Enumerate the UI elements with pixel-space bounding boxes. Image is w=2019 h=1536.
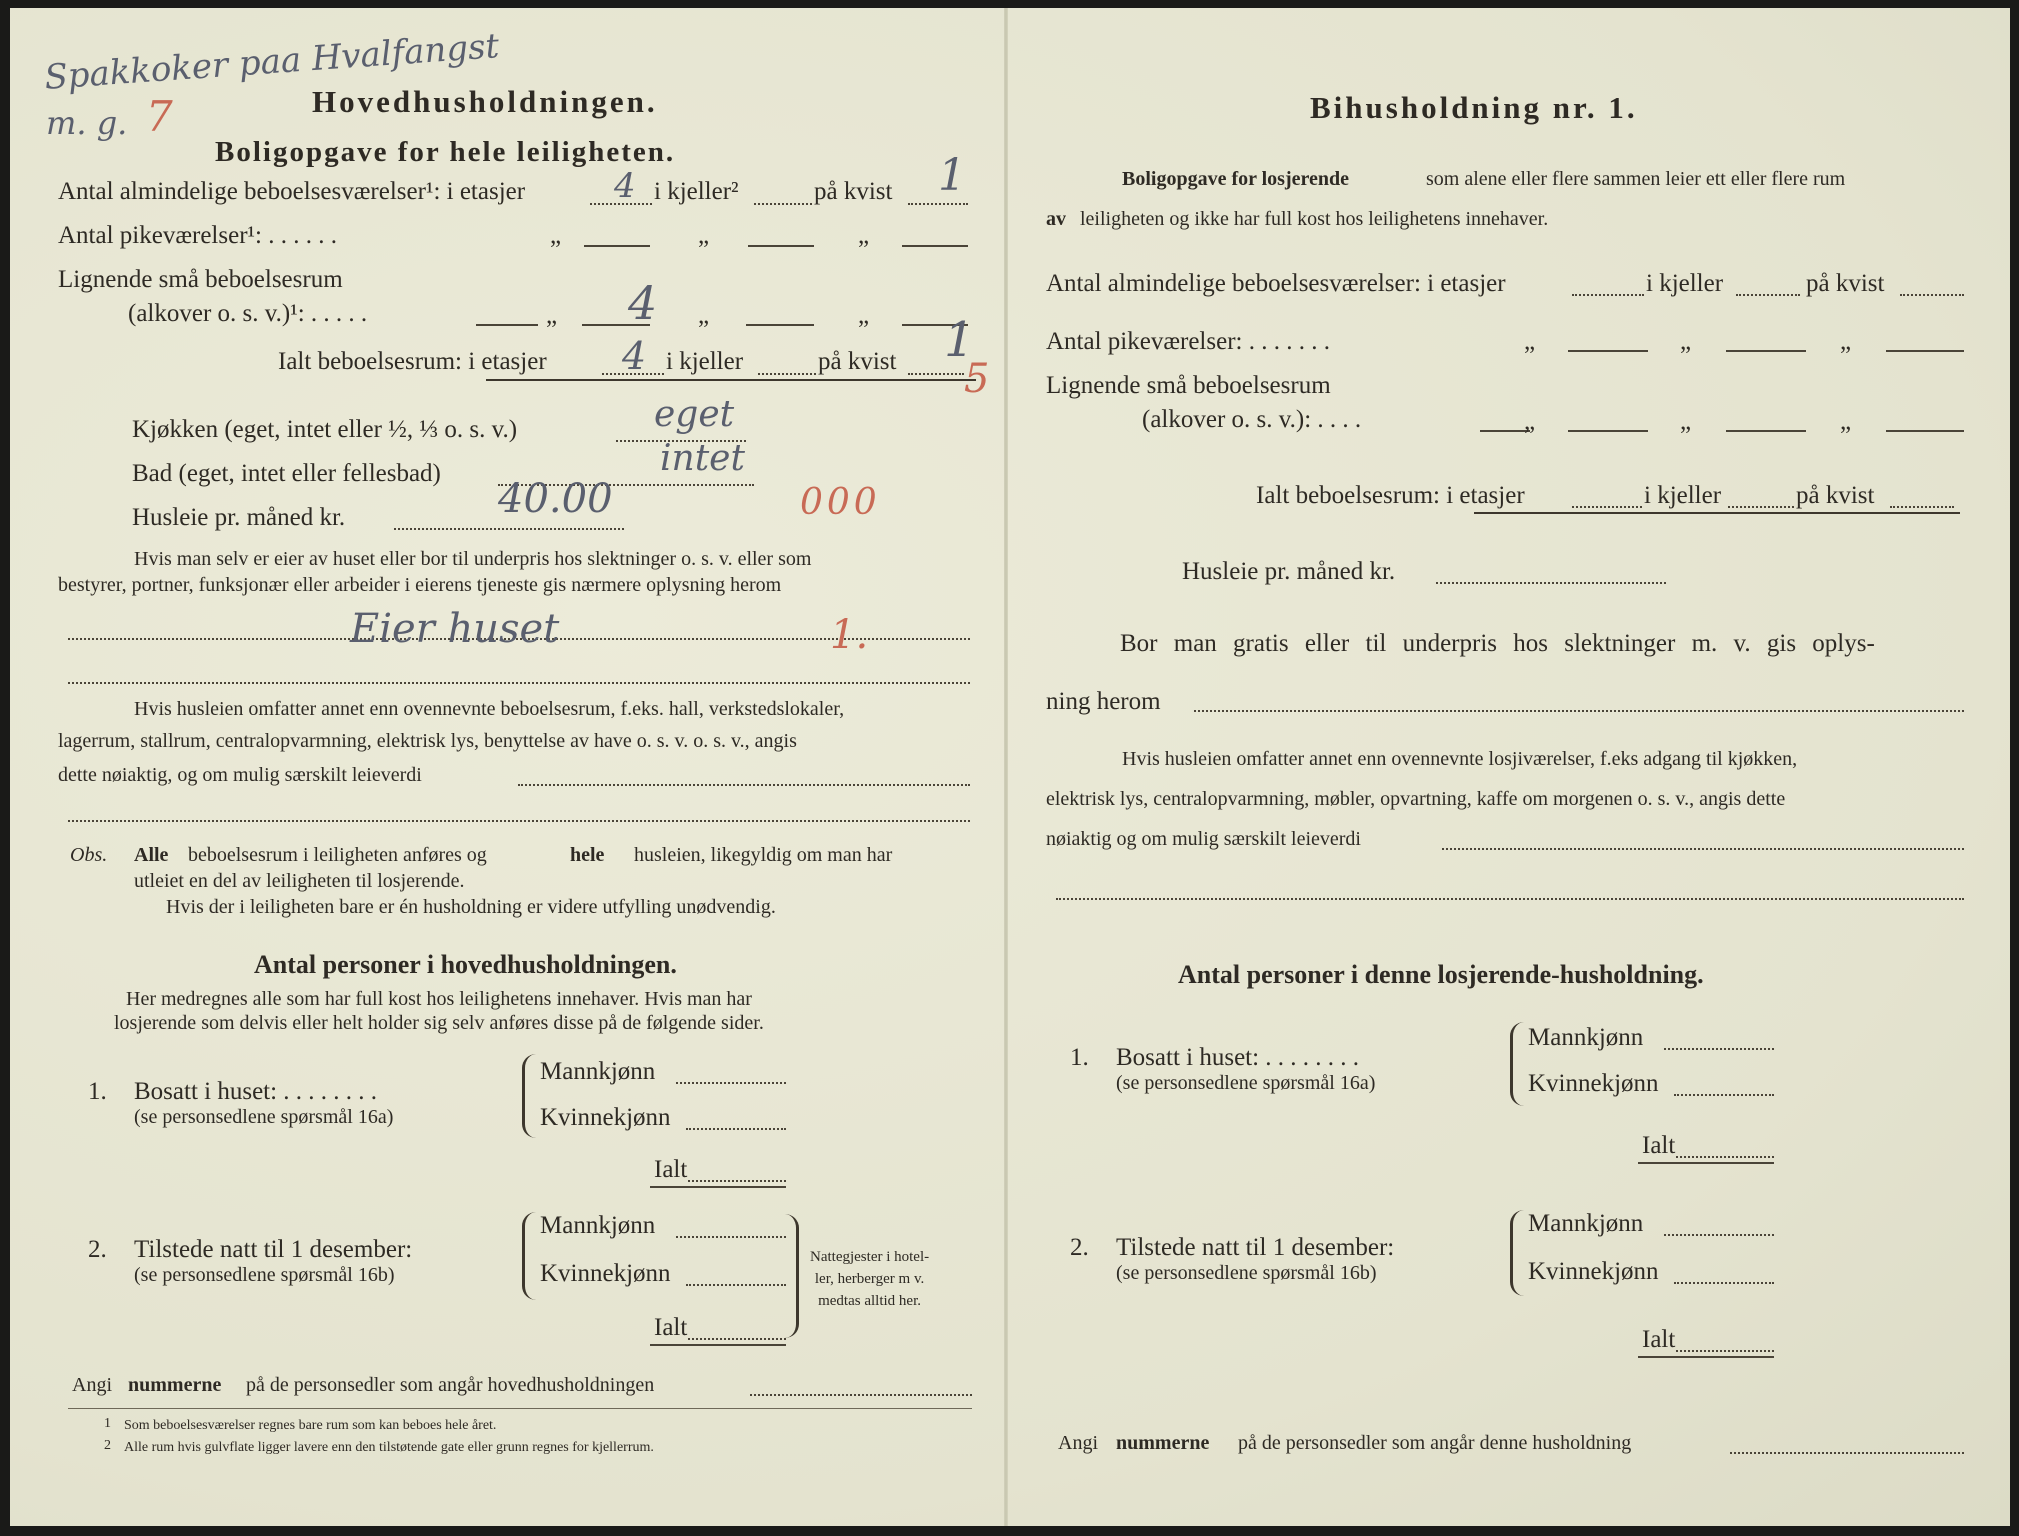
page-fold (1004, 8, 1008, 1526)
left-eier-1: Hvis man selv er eier av huset eller bor til underpris hos slektninger o. s. v. eller som (134, 548, 812, 570)
left-pike-label: Antal pikeværelser¹: . . . . . . (58, 222, 337, 249)
census-form-sheet (10, 8, 2010, 1526)
left-q1-mann: Mannkjønn (540, 1058, 656, 1085)
left-husleie-field[interactable] (394, 528, 624, 530)
right-persons-title: Antal personer i denne losjerende-husholdning. (1178, 960, 1704, 989)
handwritten-red-number: 7 (146, 92, 173, 141)
right-q1-ref: (se personsedlene spørsmål 16a) (1116, 1072, 1376, 1094)
left-lign-field-a[interactable] (476, 324, 538, 326)
ditto-mark: „ (1524, 328, 1536, 355)
right-lignende-2: (alkover o. s. v.): . . . . (1142, 406, 1362, 433)
left-ialt-kjeller-field[interactable] (758, 373, 816, 375)
natt-note (810, 1246, 929, 1312)
right-ialt-label: Ialt beboelsesrum: i etasjer (1256, 482, 1525, 509)
left-ialt-kvist: på kvist (818, 348, 897, 375)
left-ialt-kjeller: i kjeller (666, 348, 744, 375)
right-rooms-kjeller-field[interactable] (1736, 294, 1800, 296)
right-q2-num: 2. (1070, 1234, 1089, 1261)
left-angi-c: på de personsedler som angår hovedhusholdningen (246, 1374, 655, 1396)
left-omfatter-3: dette nøiaktig, og om mulig særskilt leieverdi (58, 764, 422, 786)
right-q1-label: Bosatt i huset: . . . . . . . . (1116, 1044, 1360, 1071)
left-rooms-kvist: på kvist (814, 178, 893, 205)
left-kjokken-label: Kjøkken (eget, intet eller ½, ⅓ o. s. v.) (132, 416, 518, 443)
right-angi-c: på de personsedler som angår denne husholdning (1238, 1432, 1632, 1454)
right-q1-ialt: Ialt (1642, 1132, 1676, 1159)
left-eier-field-2[interactable] (68, 682, 970, 684)
right-q2-ref: (se personsedlene spørsmål 16b) (1116, 1262, 1377, 1284)
left-q2-right-brace (782, 1214, 799, 1338)
right-q2-label: Tilstede natt til 1 desember: (1116, 1234, 1395, 1261)
obs-hele: hele (570, 844, 605, 866)
obs-text-1: beboelsesrum i leiligheten anføres og (188, 844, 487, 866)
left-q1-kvinne: Kvinnekjønn (540, 1104, 671, 1131)
left-q1-label: Bosatt i huset: . . . . . . . . (134, 1078, 378, 1105)
left-ialt-label: Ialt beboelsesrum: i etasjer (278, 348, 547, 375)
handwritten-kjokken: eget (654, 394, 735, 435)
obs-text-4: Hvis der i leiligheten bare er én husholdning er videre utfylling unødvendig. (166, 896, 776, 918)
right-q1-mann: Mannkjønn (1528, 1024, 1644, 1051)
left-q2-ialt: Ialt (654, 1314, 688, 1341)
handwritten-lign: 4 (628, 276, 658, 330)
left-omfatter-field-2[interactable] (68, 820, 970, 822)
left-pike-etasjer-field[interactable] (584, 245, 650, 247)
fn2-num: 2 (104, 1438, 111, 1453)
handwritten-etasjer: 4 (614, 166, 636, 206)
left-q2-kvinne-field[interactable] (686, 1284, 786, 1286)
left-q2-ialt-field[interactable] (688, 1338, 786, 1340)
left-q1-brace (522, 1054, 537, 1138)
left-q2-brace (522, 1212, 537, 1300)
right-q1-ialt-underline (1638, 1162, 1774, 1164)
natt-note-2: ler, herberger m v. (814, 1271, 925, 1287)
right-gratis-field[interactable] (1194, 710, 1964, 712)
left-q1-mann-field[interactable] (676, 1082, 786, 1084)
left-q1-ialt: Ialt (654, 1156, 688, 1183)
right-q2-kvinne-field[interactable] (1674, 1282, 1774, 1284)
handwritten-kvist: 1 (938, 150, 966, 201)
right-rooms-kvist: på kvist (1806, 270, 1885, 297)
right-omfatter-1: Hvis husleien omfatter annet enn ovennevnte losjiværelser, f.eks adgang til kjøkken, (1122, 748, 1798, 770)
handwritten-eier: Eier huset (350, 606, 560, 652)
left-omfatter-1: Hvis husleien omfatter annet enn ovennevnte beboelsesrum, f.eks. hall, verkstedslokaler, (134, 698, 845, 720)
right-q2-mann-field[interactable] (1664, 1234, 1774, 1236)
left-persons-title: Antal personer i hovedhusholdningen. (254, 950, 677, 979)
ditto-mark: „ (858, 302, 870, 329)
right-angi-a: Angi (1058, 1432, 1098, 1454)
right-rooms-kvist-field[interactable] (1900, 294, 1964, 296)
left-angi-a: Angi (72, 1374, 112, 1396)
right-q1-kvinne-field[interactable] (1674, 1094, 1774, 1096)
left-q1-ref: (se personsedlene spørsmål 16a) (134, 1106, 394, 1128)
right-rooms-label: Antal almindelige beboelsesværelser: i etasjer (1046, 270, 1506, 297)
left-lignende-2: (alkover o. s. v.)¹: . . . . . (128, 300, 368, 327)
natt-note-1: Nattegjester i hotel- (810, 1249, 930, 1265)
left-rooms-kjeller: i kjeller² (654, 178, 739, 205)
left-q1-ialt-field[interactable] (688, 1180, 786, 1182)
right-ialt-etasjer-field[interactable] (1572, 506, 1642, 508)
right-intro-c: av (1046, 208, 1066, 230)
handwritten-red-husleie: 000 (800, 482, 881, 523)
left-omfatter-2: lagerrum, stallrum, centralopvarmning, elektrisk lys, benyttelse av have o. s. v. o. s. v., angis (58, 730, 797, 752)
right-q2-kvinne: Kvinnekjønn (1528, 1258, 1659, 1285)
left-q1-ialt-underline (650, 1186, 786, 1188)
right-omfatter-field[interactable] (1442, 848, 1964, 850)
left-q2-mann-field[interactable] (676, 1236, 786, 1238)
ditto-mark: „ (858, 222, 870, 249)
ditto-mark: „ (1840, 328, 1852, 355)
left-q1-num: 1. (88, 1078, 107, 1105)
ditto-mark: „ (1524, 408, 1536, 435)
right-q2-mann: Mannkjønn (1528, 1210, 1644, 1237)
ditto-mark: „ (698, 222, 710, 249)
right-ialt-underline (1474, 512, 1960, 514)
left-lign-kjeller-field[interactable] (746, 324, 814, 326)
right-lign-etasjer-field[interactable] (1568, 430, 1648, 432)
right-q1-mann-field[interactable] (1664, 1048, 1774, 1050)
right-q1-kvinne: Kvinnekjønn (1528, 1070, 1659, 1097)
handwritten-occupation: Spakkoker paa Hvalfangst (43, 26, 501, 98)
left-angi-field[interactable] (750, 1394, 972, 1396)
right-husleie-label: Husleie pr. måned kr. (1182, 558, 1396, 585)
obs-text-3: utleiet en del av leiligheten til losjerende. (134, 870, 465, 892)
right-gratis-1: Bor man gratis eller til underpris hos slektninger m. v. gis oplys- (1120, 630, 1875, 657)
right-ialt-kvist: på kvist (1796, 482, 1875, 509)
handwritten-mg: m. g. (46, 104, 128, 142)
right-pike-kjeller-field[interactable] (1726, 350, 1806, 352)
ditto-mark: „ (550, 222, 562, 249)
left-lignende-1: Lignende små beboelsesrum (58, 266, 343, 293)
left-subtitle: Boligopgave for hele leiligheten. (215, 136, 676, 168)
left-q2-kvinne: Kvinnekjønn (540, 1260, 671, 1287)
left-angi-b: nummerne (128, 1374, 222, 1396)
right-q2-brace (1510, 1210, 1525, 1296)
right-gratis-2: ning herom (1046, 688, 1161, 715)
ditto-mark: „ (1680, 328, 1692, 355)
ditto-mark: „ (1680, 408, 1692, 435)
ditto-mark: „ (698, 302, 710, 329)
right-angi-b: nummerne (1116, 1432, 1210, 1454)
left-pike-kjeller-field[interactable] (748, 245, 814, 247)
left-q2-ref: (se personsedlene spørsmål 16b) (134, 1264, 395, 1286)
ditto-mark: „ (546, 302, 558, 329)
left-husleie-label: Husleie pr. måned kr. (132, 504, 346, 531)
right-omfatter-3: nøiaktig og om mulig særskilt leieverdi (1046, 828, 1361, 850)
right-ialt-kjeller-field[interactable] (1728, 506, 1794, 508)
handwritten-ialt-kvist: 1 (944, 312, 975, 368)
left-q2-num: 2. (88, 1236, 107, 1263)
fn1-num: 1 (104, 1416, 111, 1431)
right-angi-field[interactable] (1730, 1452, 1964, 1454)
footnote-divider (68, 1408, 972, 1409)
right-lign-field-a[interactable] (1480, 430, 1530, 432)
left-rooms-kjeller-field[interactable] (754, 203, 812, 205)
right-title: Bihusholdning nr. 1. (1310, 90, 1638, 125)
right-lignende-1: Lignende små beboelsesrum (1046, 372, 1331, 399)
right-omfatter-field-2[interactable] (1056, 898, 1964, 900)
handwritten-husleie: 40.00 (498, 476, 613, 522)
handwritten-ialt-etasjer: 4 (622, 334, 647, 378)
right-omfatter-2: elektrisk lys, centralopvarmning, møbler, opvartning, kaffe om morgenen o. s. v., angis dette (1046, 788, 1786, 810)
ialt-underline (486, 379, 976, 381)
left-pike-kvist-field[interactable] (902, 245, 968, 247)
right-q2-ialt-underline (1638, 1356, 1774, 1358)
handwritten-red-ialt: 5 (964, 356, 990, 402)
ditto-mark: „ (1840, 408, 1852, 435)
fn2-text: Alle rum hvis gulvflate ligger lavere enn den tilstøtende gate eller grunn regnes for kjellerrum. (124, 1440, 654, 1455)
handwritten-bad: intet (660, 438, 745, 479)
left-q2-label: Tilstede natt til 1 desember: (134, 1236, 413, 1263)
right-intro-a: Boligopgave for losjerende (1122, 168, 1350, 190)
right-pike-kvist-field[interactable] (1886, 350, 1964, 352)
right-lign-kvist-field[interactable] (1886, 430, 1964, 432)
right-rooms-kjeller: i kjeller (1646, 270, 1724, 297)
left-q2-mann: Mannkjønn (540, 1212, 656, 1239)
fn1-text: Som beboelsesværelser regnes bare rum som kan beboes hele året. (124, 1418, 497, 1433)
left-ialt-kvist-field[interactable] (908, 373, 964, 375)
right-lign-kjeller-field[interactable] (1726, 430, 1806, 432)
left-title: Hovedhusholdningen. (312, 84, 658, 119)
right-q1-brace (1510, 1022, 1525, 1106)
right-intro-d: leiligheten og ikke har full kost hos leilighetens innehaver. (1080, 208, 1549, 230)
left-rooms-label: Antal almindelige beboelsesværelser¹: i etasjer (58, 178, 526, 205)
left-persons-1: Her medregnes alle som har full kost hos leilighetens innehaver. Hvis man har (126, 988, 752, 1010)
left-eier-2: bestyrer, portner, funksjonær eller arbeider i eierens tjeneste gis nærmere oplysning herom (58, 574, 782, 596)
right-ialt-kvist-field[interactable] (1890, 506, 1954, 508)
left-rooms-kvist-field[interactable] (908, 203, 968, 205)
right-rooms-etasjer-field[interactable] (1572, 294, 1644, 296)
left-q1-kvinne-field[interactable] (686, 1128, 786, 1130)
obs-text-2: husleien, likegyldig om man har (634, 844, 893, 866)
right-ialt-kjeller: i kjeller (1644, 482, 1722, 509)
left-persons-2: losjerende som delvis eller helt holder sig selv anføres disse på de følgende sider. (114, 1012, 764, 1034)
right-q1-num: 1. (1070, 1044, 1089, 1071)
right-pike-etasjer-field[interactable] (1568, 350, 1648, 352)
right-q2-ialt: Ialt (1642, 1326, 1676, 1353)
left-bad-label: Bad (eget, intet eller fellesbad) (132, 460, 441, 487)
right-q2-ialt-field[interactable] (1676, 1350, 1774, 1352)
right-husleie-field[interactable] (1436, 582, 1666, 584)
natt-note-3: medtas alltid her. (818, 1293, 921, 1309)
obs-alle: Alle (134, 844, 169, 866)
right-q1-ialt-field[interactable] (1676, 1156, 1774, 1158)
handwritten-red-eier: 1. (830, 612, 869, 658)
left-omfatter-field[interactable] (518, 784, 970, 786)
right-intro-b: som alene eller flere sammen leier ett eller flere rum (1426, 168, 1846, 190)
obs-label: Obs. (70, 844, 108, 866)
right-pike-label: Antal pikeværelser: . . . . . . . (1046, 328, 1330, 355)
left-q2-ialt-underline (650, 1344, 786, 1346)
